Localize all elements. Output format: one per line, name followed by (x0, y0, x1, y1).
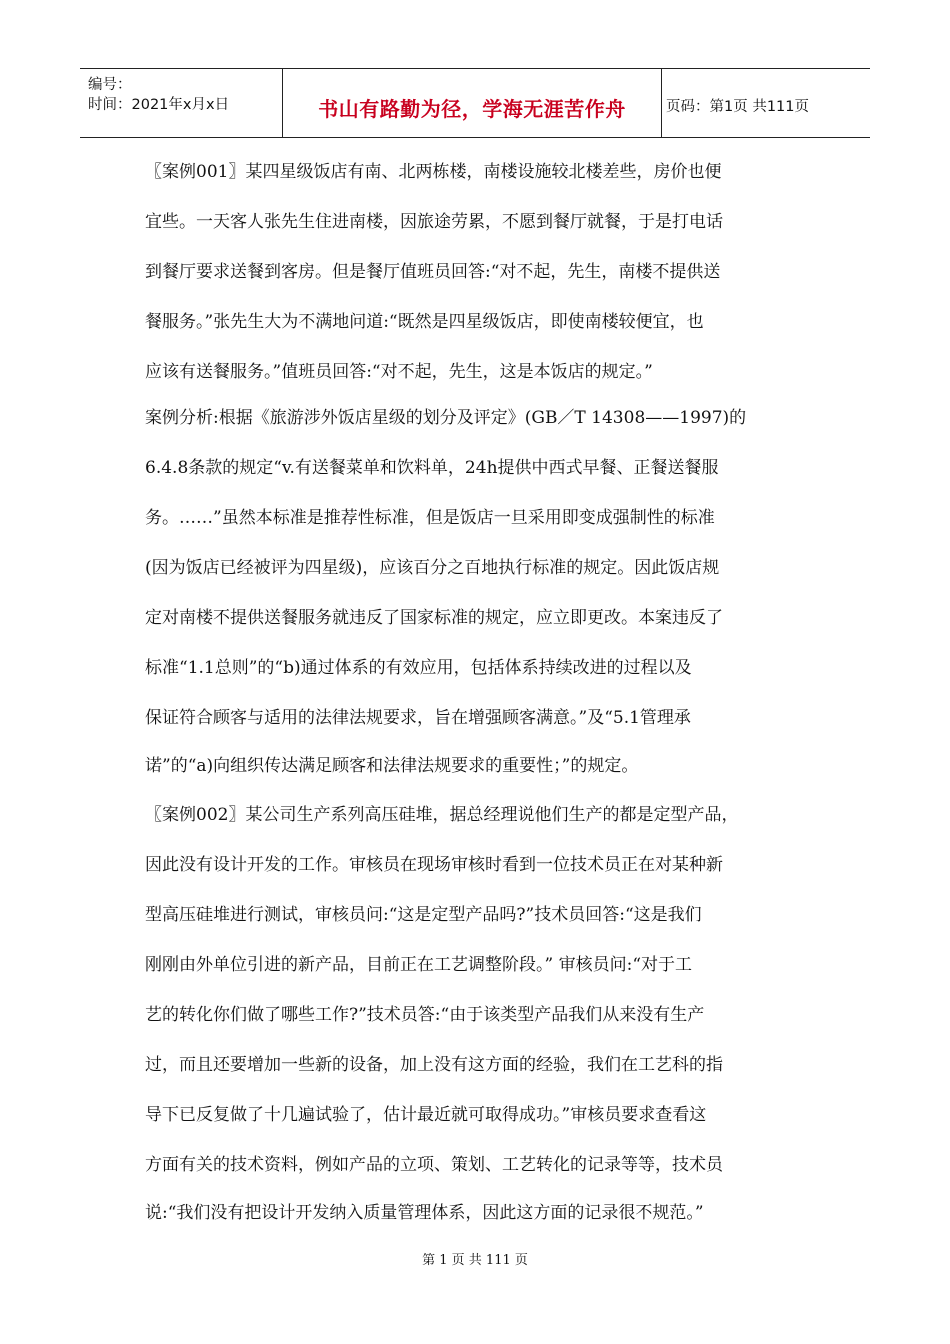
document-number-label: 编号： (88, 77, 132, 93)
body-line: 定对南楼不提供送餐服务就违反了国家标准的规定，应立即更改。本案违反了 (145, 608, 723, 628)
body-line: 诺”的“a)向组织传达满足顾客和法律法规要求的重要性；”的规定。 (145, 756, 639, 776)
body-line: 到餐厅要求送餐到客房。但是餐厅值班员回答:“对不起，先生，南楼不提供送 (145, 262, 721, 282)
page-footer: 第 1 页 共 111 页 (422, 1253, 528, 1268)
body-line: 应该有送餐服务。”值班员回答:“对不起，先生，这是本饭店的规定。” (145, 362, 653, 382)
document-header (80, 68, 870, 138)
body-line: 导下已反复做了十几遍试验了，估计最近就可取得成功。”审核员要求查看这 (145, 1105, 707, 1125)
body-line: 保证符合顾客与适用的法律法规要求，旨在增强顾客满意。”及“5.1管理承 (145, 708, 691, 728)
header-motto: 书山有路勤为径，学海无涯苦作舟 (318, 97, 626, 121)
body-line: (因为饭店已经被评为四星级)，应该百分之百地执行标准的规定。因此饭店规 (145, 558, 720, 578)
header-motto-cell (283, 69, 662, 137)
header-page-code: 页码：第1页 共111页 (666, 99, 810, 115)
body-line: 艺的转化你们做了哪些工作?”技术员答:“由于该类型产品我们从来没有生产 (145, 1005, 705, 1025)
body-line: 因此没有设计开发的工作。审核员在现场审核时看到一位技术员正在对某种新 (145, 855, 723, 875)
body-line: 6.4.8条款的规定“v.有送餐菜单和饮料单，24h提供中西式早餐、正餐送餐服 (145, 458, 719, 478)
document-time-label: 时间：2021年x月x日 (88, 97, 230, 113)
body-line: 宜些。一天客人张先生住进南楼，因旅途劳累，不愿到餐厅就餐，于是打电话 (145, 212, 723, 232)
body-line: 标准“1.1总则”的“b)通过体系的有效应用，包括体系持续改进的过程以及 (145, 658, 692, 678)
body-line: 〖案例001〗某四星级饭店有南、北两栋楼，南楼设施较北楼差些，房价也便 (145, 162, 722, 182)
body-line: 型高压硅堆进行测试，审核员问:“这是定型产品吗?”技术员回答:“这是我们 (145, 905, 702, 925)
body-line: 说:“我们没有把设计开发纳入质量管理体系，因此这方面的记录很不规范。” (145, 1203, 704, 1223)
body-line: 餐服务。”张先生大为不满地问道:“既然是四星级饭店，即使南楼较便宜，也 (145, 312, 704, 332)
header-page-cell (662, 69, 870, 137)
body-line: 过，而且还要增加一些新的设备，加上没有这方面的经验，我们在工艺科的指 (145, 1055, 723, 1075)
body-line: 刚刚由外单位引进的新产品，目前正在工艺调整阶段。” 审核员问:“对于工 (145, 955, 693, 975)
body-line: 案例分析:根据《旅游涉外饭店星级的划分及评定》(GB／T 14308——1997)的 (145, 408, 747, 428)
header-info-cell (80, 69, 283, 137)
body-line: 〖案例002〗某公司生产系列高压硅堆，据总经理说他们生产的都是定型产品， (145, 805, 739, 825)
body-line: 务。……”虽然本标准是推荐性标准，但是饭店一旦采用即变成强制性的标准 (145, 508, 715, 528)
body-line: 方面有关的技术资料，例如产品的立项、策划、工艺转化的记录等等，技术员 (145, 1155, 723, 1175)
